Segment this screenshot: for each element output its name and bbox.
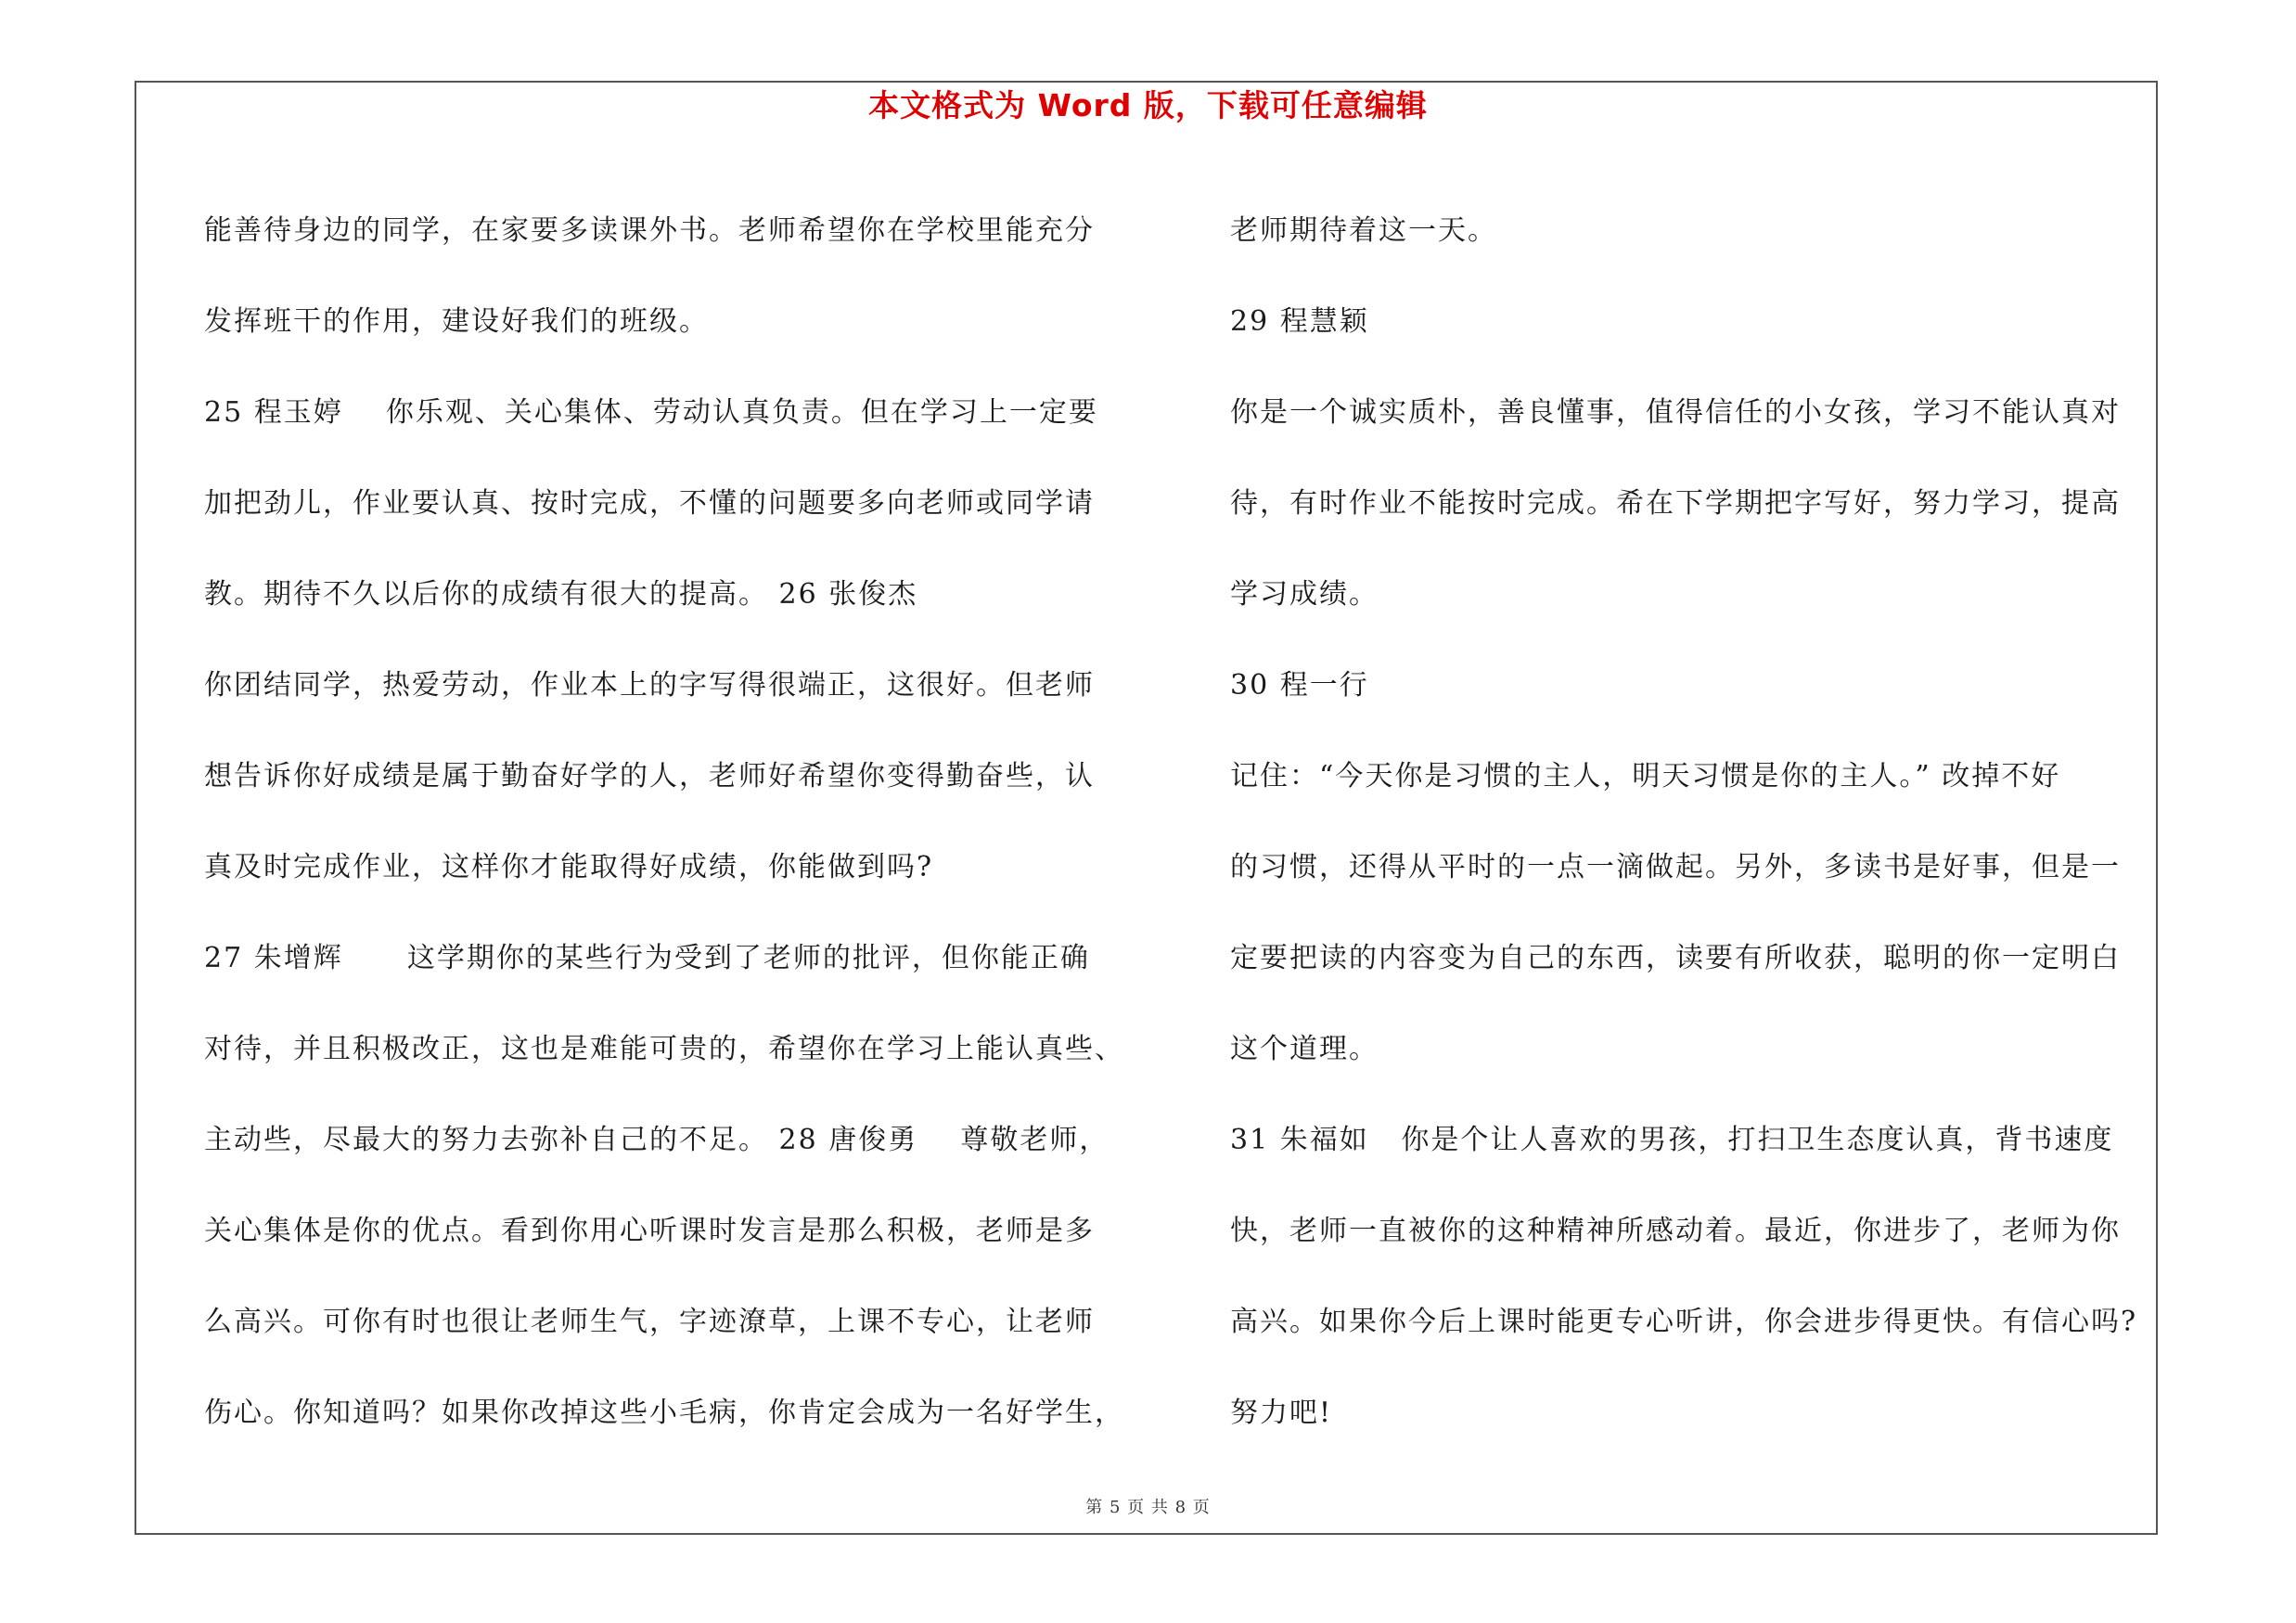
text-line: 老师期待着这一天。 bbox=[1230, 214, 1497, 247]
word-format-banner: 本文格式为 Word 版，下载可任意编辑 bbox=[868, 87, 1428, 123]
text-line: 加把劲儿，作业要认真、按时完成，不懂的问题要多向老师或同学请 bbox=[204, 487, 1095, 520]
text-line: 学习成绩。 bbox=[1230, 578, 1379, 611]
text-line: 待，有时作业不能按时完成。希在下学期把字写好，努力学习，提高 bbox=[1230, 487, 2121, 520]
text-line: 你团结同学，热爱劳动，作业本上的字写得很端正，这很好。但老师 bbox=[204, 669, 1095, 702]
text-line: 伤心。你知道吗？如果你改掉这些小毛病，你肯定会成为一名好学生， bbox=[204, 1397, 1124, 1429]
text-line: 定要把读的内容变为自己的东西，读要有所收获，聪明的你一定明白 bbox=[1230, 942, 2121, 974]
text-line: 真及时完成作业，这样你才能取得好成绩，你能做到吗? bbox=[204, 851, 934, 883]
text-line: 教。期待不久以后你的成绩有很大的提高。 26 张俊杰 bbox=[204, 578, 918, 611]
text-line: 的习惯，还得从平时的一点一滴做起。另外，多读书是好事，但是一 bbox=[1230, 851, 2121, 883]
text-line: 能善待身边的同学，在家要多读课外书。老师希望你在学校里能充分 bbox=[204, 214, 1095, 247]
right-column bbox=[1230, 186, 2158, 1459]
text-line: 么高兴。可你有时也很让老师生气，字迹潦草，上课不专心，让老师 bbox=[204, 1306, 1095, 1338]
text-line: 想告诉你好成绩是属于勤奋好学的人，老师好希望你变得勤奋些，认 bbox=[204, 760, 1095, 792]
text-line: 高兴。如果你今后上课时能更专心听讲，你会进步得更快。有信心吗? bbox=[1230, 1306, 2138, 1338]
left-column bbox=[204, 186, 1160, 1459]
text-line: 记住：“今天你是习惯的主人，明天习惯是你的主人。” 改掉不好 bbox=[1230, 760, 2061, 792]
text-line: 快，老师一直被你的这种精神所感动着。最近，你进步了，老师为你 bbox=[1230, 1215, 2121, 1247]
text-line: 努力吧! bbox=[1230, 1397, 1333, 1429]
text-line: 25 程玉婷 你乐观、关心集体、劳动认真负责。但在学习上一定要 bbox=[204, 396, 1098, 429]
text-line: 对待，并且积极改正，这也是难能可贵的，希望你在学习上能认真些、 bbox=[204, 1033, 1124, 1065]
text-line: 27 朱增辉 这学期你的某些行为受到了老师的批评，但你能正确 bbox=[204, 942, 1090, 974]
text-line: 29 程慧颖 bbox=[1230, 305, 1369, 338]
page-number-footer: 第 5 页 共 8 页 bbox=[1085, 1498, 1211, 1517]
text-line: 31 朱福如 你是个让人喜欢的男孩，打扫卫生态度认真，背书速度 bbox=[1230, 1124, 2114, 1156]
text-line: 主动些，尽最大的努力去弥补自己的不足。 28 唐俊勇 尊敬老师， bbox=[204, 1124, 1110, 1156]
text-line: 你是一个诚实质朴，善良懂事，值得信任的小女孩，学习不能认真对 bbox=[1230, 396, 2121, 429]
text-line: 30 程一行 bbox=[1230, 669, 1369, 702]
text-line: 这个道理。 bbox=[1230, 1033, 1379, 1065]
text-line: 发挥班干的作用，建设好我们的班级。 bbox=[204, 305, 709, 338]
text-line: 关心集体是你的优点。看到你用心听课时发言是那么积极，老师是多 bbox=[204, 1215, 1095, 1247]
